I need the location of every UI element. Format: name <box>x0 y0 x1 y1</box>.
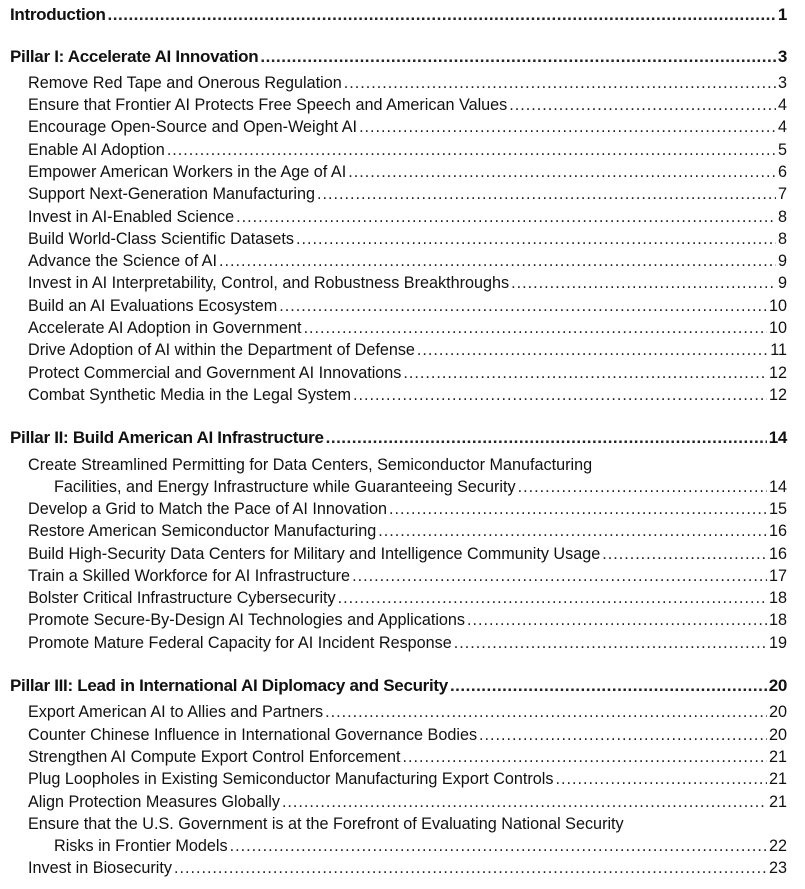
toc-entry-first-line[interactable] <box>0 815 805 837</box>
toc-entry-title: Encourage Open-Source and Open-Weight AI <box>28 118 358 136</box>
toc-entry[interactable] <box>0 319 805 341</box>
toc-entry-title: Drive Adoption of AI within the Department of Defense <box>28 341 415 359</box>
dot-leader <box>602 545 767 564</box>
toc-entry[interactable] <box>0 386 805 408</box>
toc-entry-page: 10 <box>768 297 787 315</box>
toc-entry-title: Ensure that Frontier AI Protects Free Speech and American Values <box>28 96 508 114</box>
toc-entry-title: Counter Chinese Influence in International Governance Bodies <box>28 726 478 744</box>
dot-leader <box>296 230 776 249</box>
toc-entry-title: Align Protection Measures Globally <box>28 793 280 811</box>
toc-pillar-page: 3 <box>777 47 787 66</box>
toc-entry-page: 4 <box>777 118 787 136</box>
dot-leader <box>511 274 776 293</box>
dot-leader <box>479 726 767 745</box>
toc-entry-title: Ensure that the U.S. Government is at the Forefront of Evaluating National Security <box>28 815 624 833</box>
toc-entry[interactable] <box>0 748 805 770</box>
toc-entry[interactable] <box>0 297 805 319</box>
dot-leader <box>467 611 767 630</box>
toc-entry[interactable] <box>0 96 805 118</box>
dot-leader <box>344 74 776 93</box>
toc-entry-title: Build World-Class Scientific Datasets <box>28 230 294 248</box>
toc-entry-page: 21 <box>768 770 787 788</box>
toc-pillar-title: Pillar I: Accelerate AI Innovation <box>10 47 259 66</box>
toc-entry[interactable] <box>0 545 805 567</box>
dot-leader <box>518 478 767 497</box>
toc-entry[interactable] <box>0 522 805 544</box>
toc-entry-page: 8 <box>777 208 787 226</box>
toc-entry-page: 12 <box>768 364 787 382</box>
toc-entry-page: 21 <box>768 793 787 811</box>
toc-entry-title: Promote Mature Federal Capacity for AI Incident Response <box>28 634 452 652</box>
toc-entry[interactable] <box>0 703 805 725</box>
toc-entry-title: Export American AI to Allies and Partners <box>28 703 324 721</box>
toc-entry-page: 21 <box>768 748 787 766</box>
toc-entry-title: Build an AI Evaluations Ecosystem <box>28 297 278 315</box>
dot-leader <box>359 118 776 137</box>
toc-entry-title: Protect Commercial and Government AI Innovations <box>28 364 402 382</box>
toc-entry-title: Introduction <box>10 5 106 24</box>
toc-entry-page: 6 <box>777 163 787 181</box>
dot-leader <box>454 634 767 653</box>
dot-leader <box>450 676 767 696</box>
toc-entry-title: Strengthen AI Compute Export Control Enforcement <box>28 748 401 766</box>
toc-entry-title: Promote Secure-By-Design AI Technologies and Applications <box>28 611 466 629</box>
toc-entry-page: 3 <box>777 74 787 92</box>
dot-leader <box>403 748 767 767</box>
dot-leader <box>378 522 767 541</box>
toc-entry-title: Empower American Workers in the Age of AI <box>28 163 347 181</box>
dot-leader <box>352 567 767 586</box>
dot-leader <box>304 319 767 338</box>
toc-pillar-1[interactable] <box>0 47 805 69</box>
toc-entry-page: 7 <box>777 185 787 203</box>
toc-entry-page: 9 <box>777 252 787 270</box>
toc-entry-title: Invest in AI Interpretability, Control, and Robustness Breakthroughs <box>28 274 510 292</box>
dot-leader <box>403 364 767 383</box>
dot-leader <box>230 837 767 856</box>
toc-entry[interactable] <box>0 185 805 207</box>
dot-leader <box>279 297 767 316</box>
toc-pillar-2[interactable] <box>0 428 805 450</box>
toc-pillar-title: Pillar II: Build American AI Infrastructure <box>10 428 324 447</box>
toc-entry-page: 1 <box>777 5 787 24</box>
toc-entry-page: 19 <box>768 634 787 652</box>
toc-entry-continuation[interactable] <box>0 478 805 500</box>
toc-pillar-page: 14 <box>768 428 787 447</box>
toc-entry[interactable] <box>0 208 805 230</box>
toc-entry-page: 20 <box>768 726 787 744</box>
dot-leader <box>174 859 767 878</box>
toc-entry[interactable] <box>0 274 805 296</box>
toc-entry-title: Advance the Science of AI <box>28 252 217 270</box>
toc-entry-page: 22 <box>768 837 787 855</box>
toc-entry[interactable] <box>0 230 805 252</box>
toc-entry-first-line[interactable] <box>0 456 805 478</box>
dot-leader <box>260 47 776 67</box>
toc-entry-title: Bolster Critical Infrastructure Cybersecurity <box>28 589 336 607</box>
toc-entry-title: Accelerate AI Adoption in Government <box>28 319 302 337</box>
toc-entry[interactable] <box>0 634 805 656</box>
toc-entry-title: Create Streamlined Permitting for Data Centers, Semiconductor Manufacturing <box>28 456 593 474</box>
toc-entry[interactable] <box>0 364 805 386</box>
toc-entry-page: 20 <box>768 703 787 721</box>
toc-entry-page: 16 <box>768 545 787 563</box>
toc-entry-page: 10 <box>768 319 787 337</box>
toc-entry[interactable] <box>0 859 805 881</box>
toc-entry[interactable] <box>0 118 805 140</box>
dot-leader <box>353 386 767 405</box>
dot-leader <box>348 163 776 182</box>
toc-entry-title: Plug Loopholes in Existing Semiconductor Manufacturing Export Controls <box>28 770 554 788</box>
toc-entry[interactable] <box>0 770 805 792</box>
toc-entry-page: 9 <box>777 274 787 292</box>
toc-entry-page: 8 <box>777 230 787 248</box>
toc-entry-page: 15 <box>768 500 787 518</box>
dot-leader <box>236 208 776 227</box>
dot-leader <box>389 500 767 519</box>
toc-entry-page: 17 <box>768 567 787 585</box>
toc-entry-page: 18 <box>768 611 787 629</box>
toc-entry-title: Support Next-Generation Manufacturing <box>28 185 316 203</box>
toc-entry[interactable] <box>0 252 805 274</box>
toc-pillar-page: 20 <box>768 676 787 695</box>
toc-entry[interactable] <box>0 589 805 611</box>
toc-entry[interactable] <box>0 500 805 522</box>
toc-entry-page: 12 <box>768 386 787 404</box>
dot-leader <box>108 5 776 25</box>
dot-leader <box>417 341 768 360</box>
toc-pillar-title: Pillar III: Lead in International AI Diplomacy and Security <box>10 676 448 695</box>
toc-entry-page: 18 <box>768 589 787 607</box>
toc-entry[interactable] <box>0 341 805 363</box>
toc-entry[interactable] <box>0 726 805 748</box>
toc-pillar-3[interactable] <box>0 676 805 698</box>
toc-entry-page: 16 <box>768 522 787 540</box>
toc-entry[interactable] <box>0 141 805 163</box>
toc-entry-title: Develop a Grid to Match the Pace of AI Innovation <box>28 500 388 518</box>
dot-leader <box>338 589 767 608</box>
toc-entry-introduction[interactable] <box>0 5 805 27</box>
dot-leader <box>282 793 767 812</box>
toc-entry-title: Invest in Biosecurity <box>28 859 172 877</box>
toc-entry-title: Train a Skilled Workforce for AI Infrastructure <box>28 567 351 585</box>
toc-entry[interactable] <box>0 567 805 589</box>
toc-entry-page: 11 <box>770 341 787 359</box>
toc-entry[interactable] <box>0 163 805 185</box>
toc-entry-page: 14 <box>768 478 787 496</box>
toc-entry-continuation[interactable] <box>0 837 805 859</box>
toc-entry-title: Build High-Security Data Centers for Military and Intelligence Community Usage <box>28 545 601 563</box>
toc-entry-title-continuation: Risks in Frontier Models <box>54 837 228 855</box>
toc-entry[interactable] <box>0 793 805 815</box>
dot-leader <box>555 770 767 789</box>
toc-entry-page: 5 <box>777 141 787 159</box>
toc-entry-title: Invest in AI-Enabled Science <box>28 208 235 226</box>
toc-entry[interactable] <box>0 611 805 633</box>
dot-leader <box>326 428 767 448</box>
toc-entry-title: Combat Synthetic Media in the Legal System <box>28 386 352 404</box>
toc-entry-title: Remove Red Tape and Onerous Regulation <box>28 74 342 92</box>
dot-leader <box>509 96 776 115</box>
dot-leader <box>325 703 767 722</box>
toc-entry-title-continuation: Facilities, and Energy Infrastructure while Guaranteeing Security <box>54 478 516 496</box>
toc-entry-page: 23 <box>768 859 787 877</box>
toc-entry-title: Restore American Semiconductor Manufacturing <box>28 522 377 540</box>
toc-entry[interactable] <box>0 74 805 96</box>
toc-entry-page: 4 <box>777 96 787 114</box>
dot-leader <box>167 141 776 160</box>
toc-entry-title: Enable AI Adoption <box>28 141 165 159</box>
dot-leader <box>219 252 776 271</box>
dot-leader <box>317 185 776 204</box>
